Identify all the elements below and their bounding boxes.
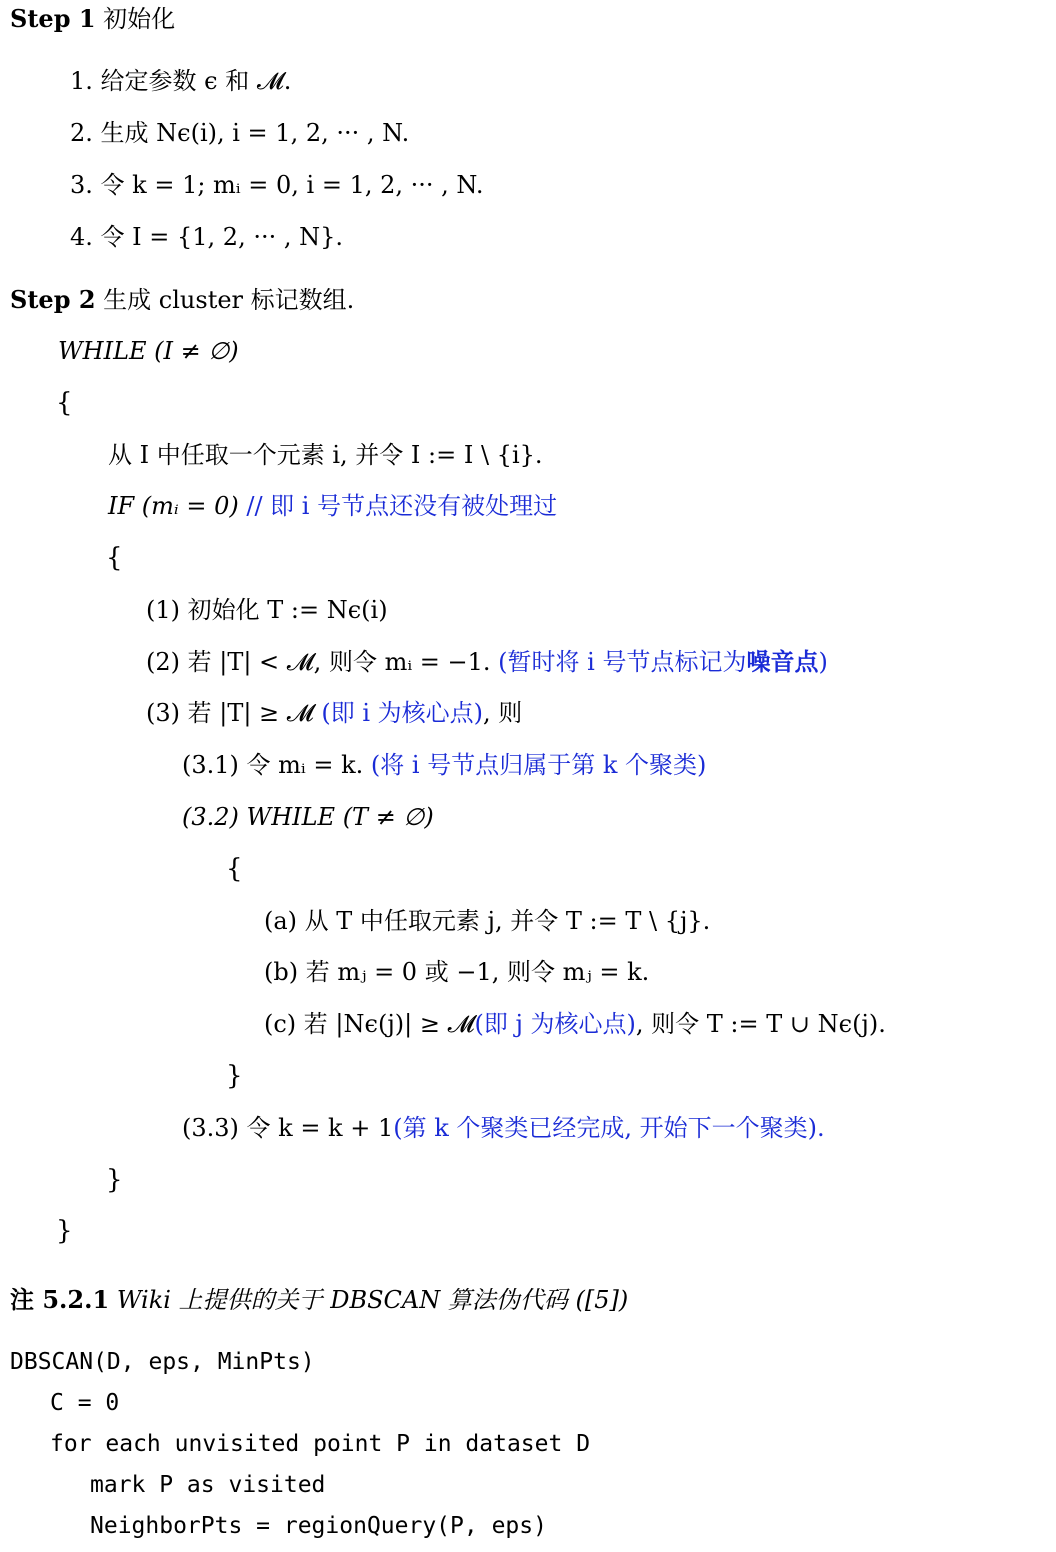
sub-step-3-end: , 则 (483, 699, 523, 727)
sub-step-3-3-text: (3.3) 令 k = k + 1 (182, 1114, 394, 1142)
step1-label: Step 1 (10, 4, 96, 33)
step1-title: 初始化 (103, 5, 176, 33)
sub-step-2-note-end: ) (818, 648, 828, 676)
note-heading (10, 1285, 628, 1315)
step1-item-3: 3. 令 k = 1; mᵢ = 0, i = 1, 2, ··· , N. (70, 171, 484, 199)
inner-step-c-note: (即 j 为核心点) (474, 1010, 636, 1038)
if-line (108, 491, 557, 521)
sub-step-2-text: (2) 若 |T| < 𝓜, 则令 mᵢ = −1. (146, 648, 491, 676)
sub-step-3-1-note: (将 i 号节点归属于第 k 个聚类) (370, 751, 707, 779)
note-text: Wiki 上提供的关于 DBSCAN 算法伪代码 ([5]) (116, 1286, 629, 1314)
close-brace-inner: } (226, 1061, 243, 1091)
sub-step-2-note-bold: 噪音点 (746, 648, 819, 676)
code-line: for each unvisited point P in dataset D (50, 1431, 591, 1457)
code-line: DBSCAN(D, eps, MinPts) (10, 1349, 315, 1375)
step1-item-1: 1. 给定参数 ϵ 和 𝓜. (70, 67, 292, 95)
step1-item-2: 2. 生成 Nϵ(i), i = 1, 2, ··· , N. (70, 119, 410, 147)
sub-step-3-note: (即 i 为核心点) (321, 699, 483, 727)
inner-step-a: (a) 从 T 中任取元素 j, 并令 T := T \ {j}. (264, 907, 711, 935)
code-line: mark P as visited (90, 1472, 326, 1498)
sub-step-3-1 (182, 750, 706, 780)
sub-step-2-note: (暂时将 i 号节点标记为 (498, 648, 747, 676)
sub-step-2 (146, 647, 828, 677)
while-outer: WHILE (I ≠ ∅) (58, 337, 239, 365)
sub-step-3-3-note: (第 k 个聚类已经完成, 开始下一个聚类). (393, 1114, 825, 1142)
open-brace-if: { (106, 543, 123, 573)
step1-heading (10, 4, 175, 34)
code-line: NeighborPts = regionQuery(P, eps) (90, 1513, 547, 1539)
sub-step-3-2: (3.2) WHILE (T ≠ ∅) (182, 803, 434, 831)
if-comment: // 即 i 号节点还没有被处理过 (246, 492, 558, 520)
sub-step-3-text: (3) 若 |T| ≥ 𝓜 (146, 699, 314, 727)
open-brace-inner: { (226, 854, 243, 884)
step2-heading (10, 285, 354, 315)
close-brace-outer: } (56, 1216, 73, 1246)
pick-element-line: 从 I 中任取一个元素 i, 并令 I := I \ {i}. (108, 441, 543, 469)
sub-step-3-3 (182, 1113, 825, 1143)
inner-step-c-end: , 则令 T := T ∪ Nϵ(j). (635, 1010, 886, 1038)
inner-step-c (264, 1009, 886, 1039)
inner-step-c-text: (c) 若 |Nϵ(j)| ≥ 𝓜 (264, 1010, 475, 1038)
code-line: C = 0 (50, 1390, 120, 1416)
close-brace-if: } (106, 1165, 123, 1195)
step2-title: 生成 cluster 标记数组. (103, 286, 355, 314)
sub-step-3-1-text: (3.1) 令 mᵢ = k. (182, 751, 364, 779)
if-code: IF (mᵢ = 0) (108, 492, 239, 520)
open-brace-outer: { (56, 388, 73, 418)
inner-step-b: (b) 若 mⱼ = 0 或 −1, 则令 mⱼ = k. (264, 958, 650, 986)
step2-label: Step 2 (10, 285, 96, 314)
step1-item-4: 4. 令 I = {1, 2, ··· , N}. (70, 223, 343, 251)
sub-step-3 (146, 698, 522, 728)
sub-step-1: (1) 初始化 T := Nϵ(i) (146, 596, 388, 624)
note-label: 注 5.2.1 (10, 1285, 110, 1314)
